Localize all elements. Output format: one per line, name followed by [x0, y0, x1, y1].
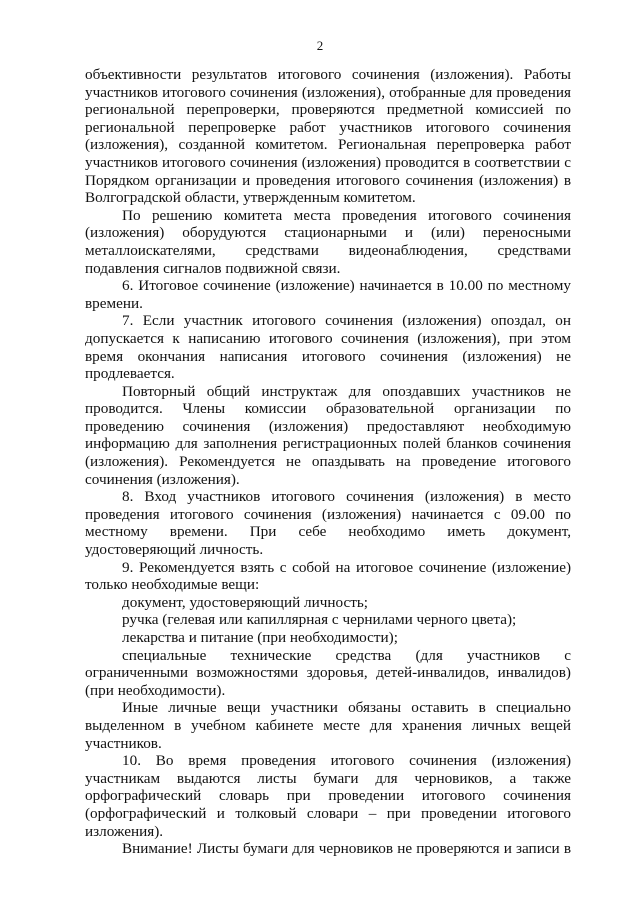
- paragraph-item-8: 8. Вход участников итогового сочинения (изложения) в место проведения итогового сочинения (изложения) начинается с 09.00 по местному времени. При себе необходимо иметь документ, удостоверяющий личность.: [85, 488, 571, 559]
- paragraph-item-7: 7. Если участник итогового сочинения (изложения) опоздал, он допускается к написанию итогового сочинения (изложения), при этом время окончания написания итогового сочинения (изложения) не продлевается.: [85, 312, 571, 383]
- paragraph-briefing: Повторный общий инструктаж для опоздавших участников не проводится. Члены комиссии образовательной организации по проведению сочинения (изложения) предоставляют необходимую информацию для заполнения регистрационных полей бланков сочинения (изложения). Рекомендуется не опаздывать на проведение итогового сочинения (изложения).: [85, 382, 571, 488]
- paragraph-continuation: объективности результатов итогового сочинения (изложения). Работы участников итогового сочинения (изложения), отобранные для проведения региональной перепроверки, проверяются предметной комиссией по региональной перепроверке работ участников итогового сочинения (изложения), созданной комитетом. Региональная перепроверка работ участников итогового сочинения (изложения) проводится в соответствии с Порядком организации и проведения итогового сочинения (изложения) в Волгоградской области, утвержденным комитетом.: [85, 66, 571, 207]
- document-body: [85, 66, 571, 858]
- list-item: специальные технические средства (для участников с ограниченными возможностями здоровья, детей-инвалидов, инвалидов) (при необходимости).: [85, 646, 571, 699]
- paragraph-item-10: 10. Во время проведения итогового сочинения (изложения) участникам выдаются листы бумаги для черновиков, а также орфографический словарь при проведении итогового сочинения (орфографический и толковый словари – при проведении итогового изложения).: [85, 752, 571, 840]
- list-item: ручка (гелевая или капиллярная с чернилами черного цвета);: [122, 611, 517, 629]
- paragraph-metal-detectors: По решению комитета места проведения итогового сочинения (изложения) оборудуются стационарными и (или) переносными металлоискателями, средствами видеонаблюдения, средствами подавления сигналов подвижной связи.: [85, 206, 571, 277]
- paragraph-personal-items: Иные личные вещи участники обязаны оставить в специально выделенном в учебном кабинете месте для хранения личных вещей участников.: [85, 699, 571, 752]
- paragraph-item-9: 9. Рекомендуется взять с собой на итоговое сочинение (изложение) только необходимые вещи:: [85, 558, 571, 594]
- paragraph-item-6: 6. Итоговое сочинение (изложение) начинается в 10.00 по местному времени.: [85, 277, 571, 312]
- paragraph-attention: Внимание! Листы бумаги для черновиков не проверяются и записи в: [122, 840, 571, 858]
- list-item: документ, удостоверяющий личность;: [122, 593, 369, 611]
- list-item: лекарства и питание (при необходимости);: [122, 629, 398, 646]
- page-number: 2: [316, 38, 324, 53]
